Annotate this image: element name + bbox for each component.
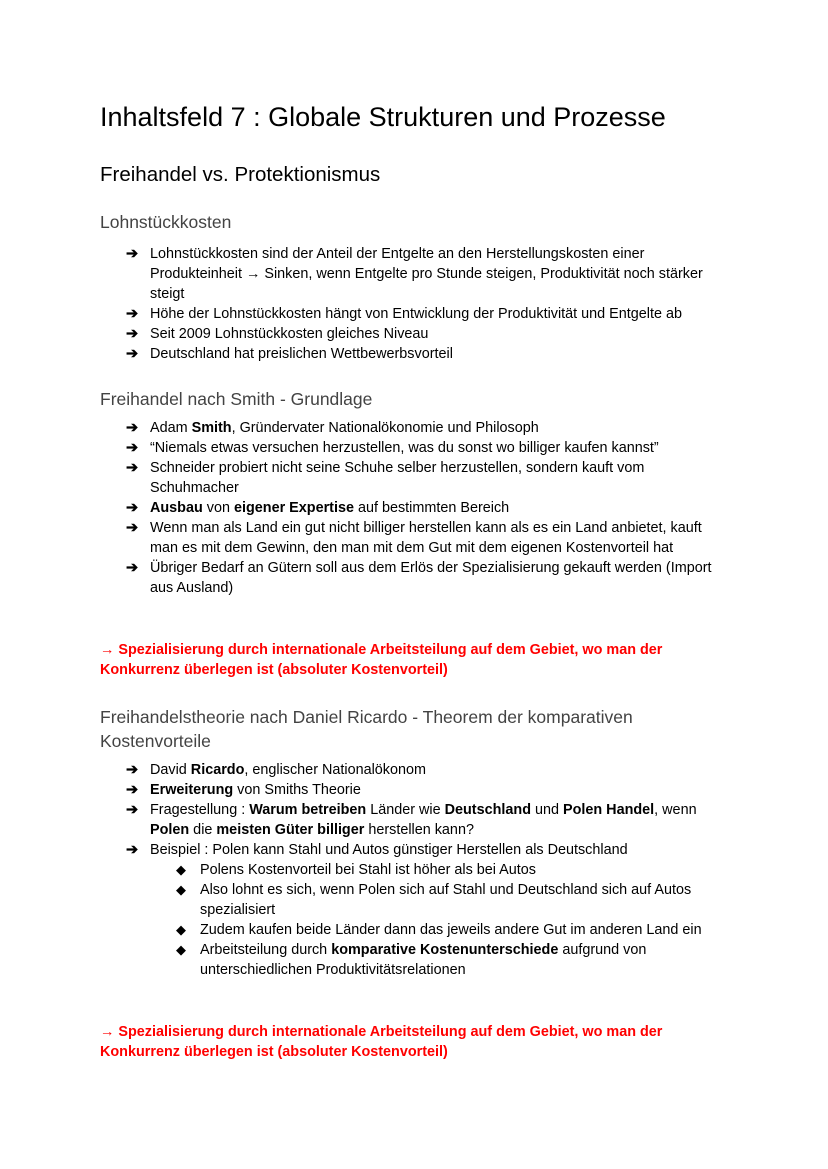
list-item — [100, 244, 730, 304]
text: Also lohnt es sich, wenn Polen sich auf Stahl und Deutschland sich auf Autos spezialisiert — [200, 882, 692, 918]
bold-text: Erweiterung — [150, 782, 234, 798]
list-item — [100, 840, 730, 860]
bold-text: Polen Handel — [563, 802, 655, 818]
text: Beispiel : Polen kann Stahl und Autos günstiger Herstellen als Deutschland — [150, 842, 628, 858]
text: Länder wie — [366, 802, 445, 818]
text: Übriger Bedarf an Gütern soll aus dem Erlös der Spezialisierung gekauft werden (Import aus Ausland) — [150, 560, 712, 596]
arrow-bullet-icon: ➔ — [126, 560, 139, 576]
list-item — [100, 558, 730, 598]
text: aufgrund von unterschiedlichen Produktivitätsrelationen — [200, 942, 647, 978]
text: herstellen kann? — [364, 822, 474, 838]
bold-text: komparative Kostenunterschiede — [331, 942, 559, 958]
list-item — [100, 920, 735, 940]
list-lohnstueckkosten — [100, 244, 730, 364]
heading-lohnstueckkosten: Lohnstückkosten — [100, 212, 232, 232]
arrow-bullet-icon: ➔ — [126, 782, 139, 798]
text: auf bestimmten Bereich — [353, 500, 510, 516]
heading-ricardo: Freihandelstheorie nach Daniel Ricardo - Theorem der komparativen Kostenvorteile — [100, 707, 633, 751]
text: Adam — [150, 420, 192, 436]
text: Wenn man als Land ein gut nicht billiger herstellen kann als es ein Land anbietet, kauft man es mit dem Gewinn, den man mit dem Gut mit dem eigenen Kostenvorteil hat — [150, 520, 702, 556]
arrow-bullet-icon: ➔ — [126, 842, 139, 858]
text: Polens Kostenvorteil bei Stahl ist höher als bei Autos — [200, 862, 536, 878]
text: Fragestellung : — [150, 802, 250, 818]
arrow-bullet-icon: ➔ — [126, 762, 139, 778]
page-title: Inhaltsfeld 7 : Globale Strukturen und Prozesse — [100, 102, 666, 132]
list-item — [100, 458, 730, 498]
text: die — [189, 822, 217, 838]
list-item — [100, 518, 730, 558]
bold-text: Deutschland — [444, 802, 531, 818]
bold-text: Smith — [191, 420, 232, 436]
bold-text: Warum betreiben — [249, 802, 367, 818]
list-item — [100, 304, 730, 324]
bold-text: eigener Expertise — [233, 500, 354, 516]
list-item — [100, 860, 735, 880]
diamond-bullet-icon: ◆ — [176, 922, 186, 937]
list-ricardo — [100, 760, 735, 980]
arrow-bullet-icon: ➔ — [126, 440, 139, 456]
diamond-bullet-icon: ◆ — [176, 882, 186, 897]
list-item — [100, 498, 730, 518]
text: von — [202, 500, 234, 516]
diamond-bullet-icon: ◆ — [176, 862, 186, 877]
text: Deutschland hat preislichen Wettbewerbsvorteil — [150, 346, 453, 362]
text: David — [150, 762, 191, 778]
bold-text: Ausbau — [150, 500, 203, 516]
text: , wenn — [654, 802, 697, 818]
list-smith — [100, 418, 730, 598]
arrow-bullet-icon: ➔ — [126, 420, 139, 436]
list-item — [100, 880, 735, 920]
list-item — [100, 418, 730, 438]
text: Schneider probiert nicht seine Schuhe selber herzustellen, sondern kauft vom Schuhmacher — [150, 460, 645, 496]
list-item — [100, 324, 730, 344]
arrow-bullet-icon: ➔ — [126, 460, 139, 476]
text: , Gründervater Nationalökonomie und Philosoph — [231, 420, 539, 436]
text: Seit 2009 Lohnstückkosten gleiches Niveau — [150, 326, 429, 342]
bold-text: meisten Güter billiger — [216, 822, 365, 838]
list-item — [100, 760, 730, 780]
list-item — [100, 344, 730, 364]
arrow-bullet-icon: ➔ — [126, 326, 139, 342]
bold-text: Polen — [150, 822, 190, 838]
section-subtitle: Freihandel vs. Protektionismus — [100, 163, 381, 186]
arrow-bullet-icon: ➔ — [126, 520, 139, 536]
text: Zudem kaufen beide Länder dann das jeweils andere Gut im anderen Land ein — [200, 922, 702, 938]
text: und — [530, 802, 563, 818]
arrow-bullet-icon: ➔ — [126, 346, 139, 362]
arrow-bullet-icon: ➔ — [126, 802, 139, 818]
list-item — [100, 800, 730, 840]
list-item — [100, 780, 730, 800]
conclusion-ricardo: → Spezialisierung durch internationale Arbeitsteilung auf dem Gebiet, wo man der Konkurrenz überlegen ist (absoluter Kostenvorteil) — [100, 1024, 663, 1060]
arrow-bullet-icon: ➔ — [126, 246, 139, 262]
arrow-bullet-icon: ➔ — [126, 306, 139, 322]
text: Höhe der Lohnstückkosten hängt von Entwicklung der Produktivität und Entgelte ab — [150, 306, 682, 322]
list-item — [100, 438, 730, 458]
text: Lohnstückkosten sind der Anteil der Entgelte an den Herstellungskosten einer Produkteinheit → Sinken, wenn Entgelte pro Stunde steigen, Produktivität noch stärker steigt — [150, 246, 703, 302]
conclusion-smith: → Spezialisierung durch internationale Arbeitsteilung auf dem Gebiet, wo man der Konkurrenz überlegen ist (absoluter Kostenvorteil) — [100, 642, 663, 678]
heading-smith: Freihandel nach Smith - Grundlage — [100, 389, 373, 409]
text: von Smiths Theorie — [233, 782, 361, 798]
diamond-bullet-icon: ◆ — [176, 942, 186, 957]
arrow-bullet-icon: ➔ — [126, 500, 139, 516]
text: “Niemals etwas versuchen herzustellen, was du sonst wo billiger kaufen kannst” — [150, 440, 659, 456]
bold-text: Ricardo — [190, 762, 245, 778]
text: , englischer Nationalökonom — [244, 762, 426, 778]
text: Arbeitsteilung durch — [200, 942, 332, 958]
list-item — [100, 940, 735, 980]
